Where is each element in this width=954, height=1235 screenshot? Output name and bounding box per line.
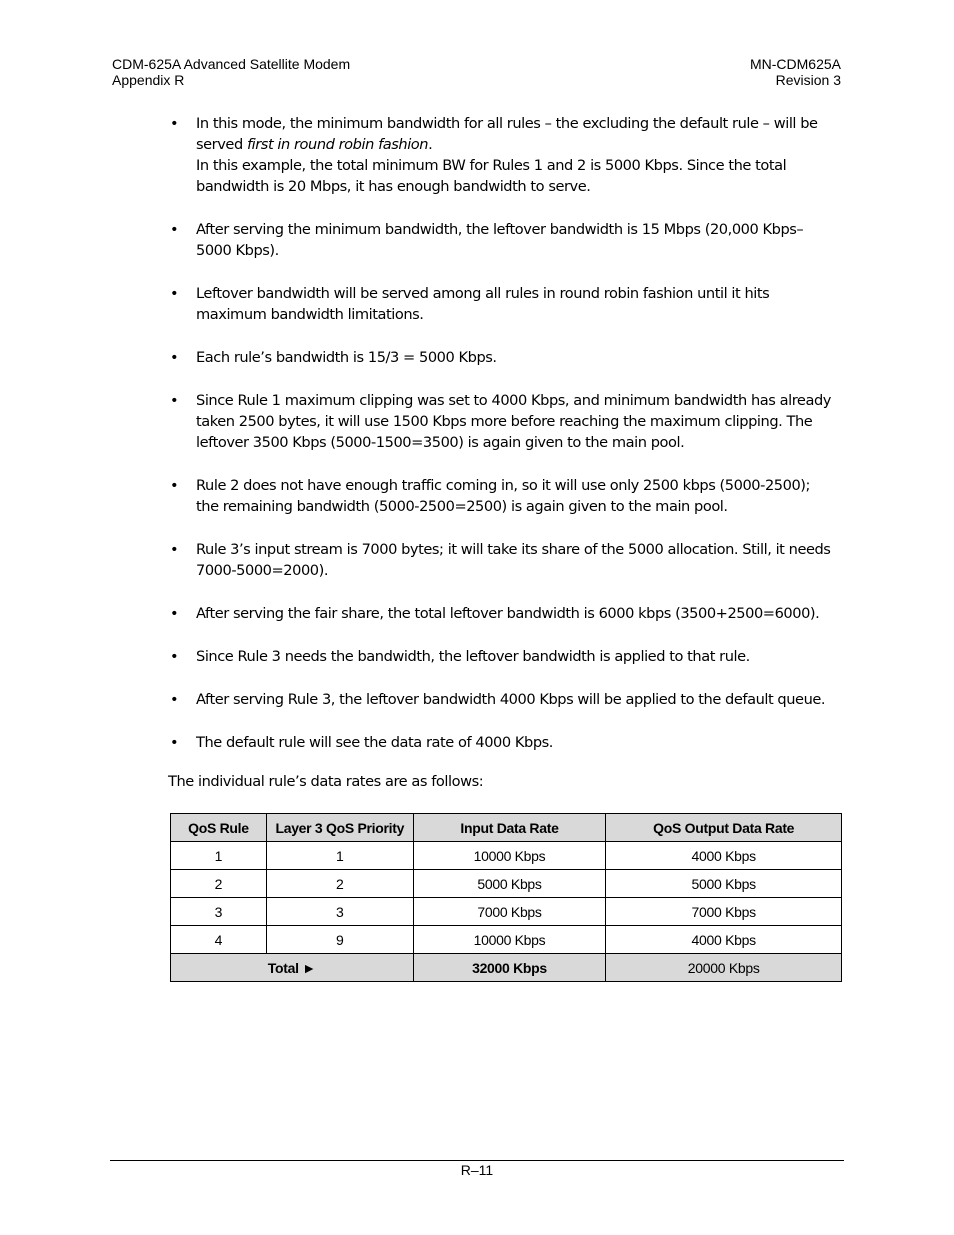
table-cell: 4 (171, 926, 267, 954)
bullet-icon: • (170, 691, 179, 708)
table-cell: 5000 Kbps (413, 870, 606, 898)
bullet-line: In this example, the total minimum BW for Rules 1 and 2 is 5000 Kbps. Since the total (196, 157, 787, 174)
bullet-line: Rule 3’s input stream is 7000 bytes; it will take its share of the 5000 allocation. Still, it needs (196, 541, 831, 558)
bullet-line: taken 2500 bytes, it will use 1500 Kbps more before reaching the maximum clipping. The (196, 413, 813, 430)
bullet-line: Leftover bandwidth will be served among all rules in round robin fashion until it hits (196, 285, 770, 302)
bullet-icon: • (170, 605, 179, 622)
table-row (171, 898, 842, 926)
table-cell: 7000 Kbps (606, 898, 842, 926)
bullet-line: Since Rule 1 maximum clipping was set to 4000 Kbps, and minimum bandwidth has already (196, 392, 831, 409)
table-cell: 4000 Kbps (606, 926, 842, 954)
bullet-line: leftover 3500 Kbps (5000-1500=3500) is again given to the main pool. (196, 434, 685, 451)
table-header-row (171, 814, 842, 842)
list-item (168, 113, 844, 197)
bullet-icon: • (170, 349, 179, 366)
bullet-line: The default rule will see the data rate of 4000 Kbps. (196, 734, 553, 751)
bullet-line: In this mode, the minimum bandwidth for all rules – the excluding the default rule – will be (196, 115, 818, 132)
table-cell: 2 (171, 870, 267, 898)
table-intro-text: The individual rule’s data rates are as follows: (168, 773, 484, 790)
column-header: QoS Rule (171, 814, 267, 842)
bullet-line: After serving Rule 3, the leftover bandwidth 4000 Kbps will be applied to the default queue. (196, 691, 826, 708)
total-label: Total ► (171, 954, 414, 982)
qos-data-rate-table (170, 813, 842, 982)
bullet-icon: • (170, 285, 179, 302)
total-input-rate: 32000 Kbps (413, 954, 606, 982)
list-item (168, 603, 844, 624)
list-item (168, 732, 844, 753)
list-item (168, 390, 844, 453)
appendix-label: Appendix R (112, 72, 185, 88)
list-item (168, 283, 844, 325)
table-cell: 2 (266, 870, 413, 898)
document-title: CDM-625A Advanced Satellite Modem (112, 56, 351, 72)
table-row (171, 842, 842, 870)
list-item (168, 539, 844, 581)
column-header: Layer 3 QoS Priority (266, 814, 413, 842)
bullet-icon: • (170, 477, 179, 494)
bullet-line: After serving the minimum bandwidth, the leftover bandwidth is 15 Mbps (20,000 Kbps– (196, 221, 804, 238)
table-cell: 10000 Kbps (413, 926, 606, 954)
revision-label: Revision 3 (775, 72, 841, 88)
column-header: QoS Output Data Rate (606, 814, 842, 842)
table-cell: 1 (171, 842, 267, 870)
bullet-list (168, 113, 844, 775)
bullet-line: Rule 2 does not have enough traffic coming in, so it will use only 2500 kbps (5000-2500); (196, 477, 811, 494)
bullet-line: bandwidth is 20 Mbps, it has enough bandwidth to serve. (196, 178, 591, 195)
bullet-line: the remaining bandwidth (5000-2500=2500) is again given to the main pool. (196, 498, 728, 515)
emphasis-text: first in round robin fashion (246, 136, 429, 153)
list-item (168, 646, 844, 667)
bullet-line: 7000-5000=2000). (196, 562, 329, 579)
page-number: R–11 (460, 1162, 494, 1178)
bullet-icon: • (170, 115, 179, 132)
running-header-left (112, 56, 350, 88)
table-total-row (171, 954, 842, 982)
list-item (168, 347, 844, 368)
bullet-line: After serving the fair share, the total leftover bandwidth is 6000 kbps (3500+2500=6000). (196, 605, 820, 622)
table-cell: 3 (266, 898, 413, 926)
table-cell: 4000 Kbps (606, 842, 842, 870)
running-header-right (750, 56, 841, 88)
bullet-icon: • (170, 221, 179, 238)
bullet-text: served (196, 136, 247, 153)
table-cell: 7000 Kbps (413, 898, 606, 926)
footer-divider (110, 1160, 844, 1161)
table-cell: 9 (266, 926, 413, 954)
bullet-line: Each rule’s bandwidth is 15/3 = 5000 Kbps. (196, 349, 497, 366)
table-cell: 5000 Kbps (606, 870, 842, 898)
bullet-line (196, 134, 844, 155)
bullet-line: 5000 Kbps). (196, 242, 279, 259)
bullet-line: Since Rule 3 needs the bandwidth, the leftover bandwidth is applied to that rule. (196, 648, 750, 665)
bullet-icon: • (170, 392, 179, 409)
list-item (168, 219, 844, 261)
manual-number: MN-CDM625A (749, 56, 841, 72)
table-cell: 1 (266, 842, 413, 870)
list-item (168, 475, 844, 517)
table-cell: 3 (171, 898, 267, 926)
column-header: Input Data Rate (413, 814, 606, 842)
bullet-icon: • (170, 648, 179, 665)
bullet-icon: • (170, 541, 179, 558)
total-output-rate: 20000 Kbps (606, 954, 842, 982)
table-cell: 10000 Kbps (413, 842, 606, 870)
bullet-text: . (428, 136, 433, 153)
list-item (168, 689, 844, 710)
bullet-icon: • (170, 734, 179, 751)
bullet-line: maximum bandwidth limitations. (196, 306, 424, 323)
table-row (171, 870, 842, 898)
table-row (171, 926, 842, 954)
